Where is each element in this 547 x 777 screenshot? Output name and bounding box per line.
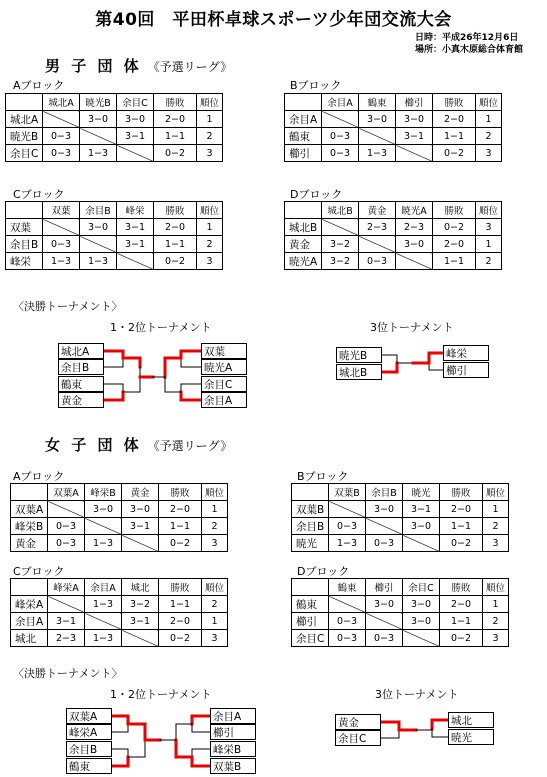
column-team-header: 双葉B [329,484,366,501]
match-score: 1−3 [329,535,366,552]
row-team-name: 双葉 [6,219,43,236]
girls-block-b-label: Bブロック [297,470,349,483]
row-team-name: 峰栄B [11,518,48,535]
boys-t3-title: 3位トーナメント [370,321,454,334]
rank-header: 順位 [483,484,509,501]
girls-t12-left-team: 鶴東 [66,758,112,774]
match-score: 0−3 [43,145,80,162]
column-team-header: 余目C [117,94,154,111]
match-score: 1−3 [80,253,117,270]
date-value: 平成26年12月6日 [442,33,519,43]
win-loss: 1−1 [433,253,476,270]
girls-block-d-label: Dブロック [297,565,350,578]
row-team-name: 黄金 [11,535,48,552]
record-header: 勝敗 [440,484,483,501]
row-team-name: 双葉A [11,501,48,518]
match-score: 3−0 [85,501,122,518]
column-team-header: 櫛引 [366,579,403,596]
rank-header: 順位 [197,202,223,219]
boys-t12-left-team: 鶴東 [58,376,104,392]
rank-header: 順位 [483,579,509,596]
boys-t3-right-team: 櫛引 [443,362,489,378]
match-score: 3−2 [122,596,159,613]
column-team-header: 城北 [122,579,159,596]
match-score: 3−0 [117,111,154,128]
boys-t12-left-team: 黄金 [58,392,104,408]
match-score: 0−3 [43,128,80,145]
win-loss: 1−1 [159,518,202,535]
rank: 1 [197,219,223,236]
rank-header: 順位 [476,94,502,111]
girls-final-heading: 〈決勝トーナメント〉 [13,667,123,680]
rank: 2 [476,253,502,270]
match-score: 3−1 [403,501,440,518]
match-score: 0−3 [366,630,403,647]
record-header: 勝敗 [159,579,202,596]
boys-heading-text: 男 子 団 体 [45,57,142,75]
girls-t3-right-team: 暁光 [448,729,494,745]
date-label: 日時： [415,33,443,43]
column-team-header: 双葉A [48,484,85,501]
rank-header: 順位 [202,579,228,596]
match-score: 3−0 [403,613,440,630]
row-team-name: 峰栄A [11,596,48,613]
row-team-name: 峰栄 [6,253,43,270]
match-score: 3−2 [322,253,359,270]
rank: 1 [202,613,228,630]
column-team-header: 峰栄B [85,484,122,501]
match-score: 3−0 [403,518,440,535]
rank: 1 [476,111,502,128]
page-title: 第40回 平田杯卓球スポーツ少年団交流大会 [95,10,452,30]
match-score: 1−3 [85,535,122,552]
row-team-name: 城北A [6,111,43,128]
column-team-header: 峰栄A [48,579,85,596]
column-team-header: 暁光 [403,484,440,501]
match-score: 3−1 [122,613,159,630]
row-team-name: 鶴東 [285,128,322,145]
girls-t3-left-team: 黄金 [335,714,381,730]
row-team-name: 余目B [6,236,43,253]
match-score: 0−3 [359,253,396,270]
row-team-name: 双葉B [292,501,329,518]
win-loss: 1−1 [154,236,197,253]
row-team-name: 鶴東 [292,596,329,613]
boys-t3-left-team: 城北B [336,364,382,380]
column-team-header: 峰栄 [117,202,154,219]
row-team-name: 余目A [285,111,322,128]
boys-t12-right-team: 余目A [201,392,247,408]
rank: 3 [197,145,223,162]
match-score: 0−3 [48,535,85,552]
match-score: 3−0 [80,219,117,236]
match-score: 3−0 [80,111,117,128]
win-loss: 0−2 [440,535,483,552]
boys-t12-right-team: 余目C [201,376,247,392]
match-score: 1−3 [85,630,122,647]
girls-t12-right-team: 余目A [210,708,256,724]
boys-t12-left-team: 余目B [58,359,104,375]
girls-t12-title: 1・2位トーナメント [110,688,212,701]
boys-t12-left-team: 城北A [58,343,104,359]
boys-t3-right-team: 峰栄 [443,345,489,361]
girls-t12-left-team: 余目B [66,741,112,757]
rank: 3 [197,253,223,270]
boys-subheading: 《予選リーグ》 [147,60,233,74]
match-score: 1−3 [359,145,396,162]
row-team-name: 黄金 [285,236,322,253]
win-loss: 0−2 [433,219,476,236]
match-score: 3−0 [366,501,403,518]
place-label: 場所： [415,45,443,55]
match-score: 0−3 [329,630,366,647]
row-team-name: 余目B [292,518,329,535]
record-header: 勝敗 [440,579,483,596]
girls-heading-text: 女 子 団 体 [45,436,142,454]
row-team-name: 櫛引 [285,145,322,162]
match-score: 3−0 [403,596,440,613]
match-score: 0−3 [43,236,80,253]
row-team-name: 余目C [6,145,43,162]
rank: 3 [202,535,228,552]
girls-t3-right-team: 城北 [448,712,494,728]
match-score: 1−3 [80,145,117,162]
win-loss: 2−0 [154,219,197,236]
match-score: 2−3 [396,219,433,236]
match-score: 1−3 [85,596,122,613]
rank: 1 [197,111,223,128]
rank: 2 [197,236,223,253]
column-team-header: 黄金 [122,484,159,501]
win-loss: 0−2 [440,630,483,647]
column-team-header: 城北A [43,94,80,111]
win-loss: 1−1 [440,613,483,630]
record-header: 勝敗 [154,94,197,111]
girls-subheading: 《予選リーグ》 [147,439,233,453]
match-score: 3−1 [117,128,154,145]
girls-t12-right-team: 峰栄B [210,741,256,757]
match-score: 3−0 [359,111,396,128]
column-team-header: 余目B [80,202,117,219]
match-score: 3−1 [117,219,154,236]
column-team-header: 余目B [366,484,403,501]
row-team-name: 城北B [285,219,322,236]
match-score: 3−0 [396,236,433,253]
win-loss: 0−2 [433,145,476,162]
column-team-header: 双葉 [43,202,80,219]
row-team-name: 余目C [292,630,329,647]
place-value: 小真木原総合体育館 [442,45,524,55]
rank: 1 [202,501,228,518]
rank: 3 [202,630,228,647]
boys-block-b-label: Bブロック [290,79,342,92]
win-loss: 2−0 [159,501,202,518]
win-loss: 0−2 [159,535,202,552]
boys-block-a-label: Aブロック [13,79,65,92]
girls-t3-left-team: 余目C [335,730,381,746]
match-score: 3−2 [322,236,359,253]
match-score: 3−1 [117,236,154,253]
girls-t12-left-team: 双葉A [66,708,112,724]
rank: 1 [483,596,509,613]
boys-t3-left-team: 暁光B [336,347,382,363]
win-loss: 2−0 [433,111,476,128]
match-score: 3−0 [366,596,403,613]
row-team-name: 暁光A [285,253,322,270]
match-score: 3−1 [122,518,159,535]
win-loss: 2−0 [159,613,202,630]
match-score: 1−3 [43,253,80,270]
win-loss: 1−1 [433,128,476,145]
column-team-header: 暁光B [80,94,117,111]
rank: 2 [202,596,228,613]
win-loss: 2−0 [154,111,197,128]
rank: 1 [483,501,509,518]
row-team-name: 余目A [11,613,48,630]
record-header: 勝敗 [433,94,476,111]
boys-t12-right-team: 暁光A [201,359,247,375]
match-score: 3−0 [122,501,159,518]
row-team-name: 暁光 [292,535,329,552]
row-team-name: 櫛引 [292,613,329,630]
column-team-header: 櫛引 [396,94,433,111]
record-header: 勝敗 [154,202,197,219]
record-header: 勝敗 [433,202,476,219]
rank: 3 [476,219,502,236]
column-team-header: 余目A [322,94,359,111]
girls-t12-right-team: 双葉B [210,758,256,774]
win-loss: 1−1 [440,518,483,535]
win-loss: 0−2 [159,630,202,647]
win-loss: 0−2 [154,253,197,270]
win-loss: 2−0 [433,236,476,253]
girls-t12-right-team: 櫛引 [210,724,256,740]
record-header: 勝敗 [159,484,202,501]
girls-t12-left-team: 峰栄A [66,724,112,740]
rank-header: 順位 [476,202,502,219]
column-team-header: 余目C [403,579,440,596]
rank-header: 順位 [197,94,223,111]
match-score: 0−3 [322,145,359,162]
column-team-header: 余目A [85,579,122,596]
win-loss: 0−2 [154,145,197,162]
boys-block-c-label: Cブロック [13,188,65,201]
match-score: 3−0 [396,111,433,128]
rank: 3 [476,145,502,162]
win-loss: 2−0 [440,596,483,613]
match-score: 3−1 [396,128,433,145]
rank: 2 [483,613,509,630]
rank-header: 順位 [202,484,228,501]
boys-block-d-label: Dブロック [290,188,343,201]
match-score: 2−3 [48,630,85,647]
boys-t12-title: 1・2位トーナメント [110,321,212,334]
match-score: 0−3 [366,535,403,552]
column-team-header: 黄金 [359,202,396,219]
girls-t3-title: 3位トーナメント [375,688,459,701]
match-score: 0−3 [322,128,359,145]
win-loss: 1−1 [154,128,197,145]
match-score: 0−3 [329,518,366,535]
column-team-header: 城北B [322,202,359,219]
rank: 1 [476,236,502,253]
boys-t12-right-team: 双葉 [201,343,247,359]
rank: 2 [197,128,223,145]
match-score: 0−3 [329,613,366,630]
column-team-header: 暁光A [396,202,433,219]
girls-block-a-label: Aブロック [13,470,65,483]
row-team-name: 暁光B [6,128,43,145]
match-score: 0−3 [48,518,85,535]
girls-block-c-label: Cブロック [13,565,65,578]
column-team-header: 鶴東 [329,579,366,596]
rank: 2 [476,128,502,145]
boys-final-heading: 〈決勝トーナメント〉 [13,300,123,313]
rank: 3 [483,535,509,552]
rank: 2 [202,518,228,535]
row-team-name: 城北 [11,630,48,647]
win-loss: 1−1 [159,596,202,613]
rank: 3 [483,630,509,647]
rank: 2 [483,518,509,535]
column-team-header: 鶴東 [359,94,396,111]
match-score: 2−3 [359,219,396,236]
match-score: 3−1 [48,613,85,630]
win-loss: 2−0 [440,501,483,518]
